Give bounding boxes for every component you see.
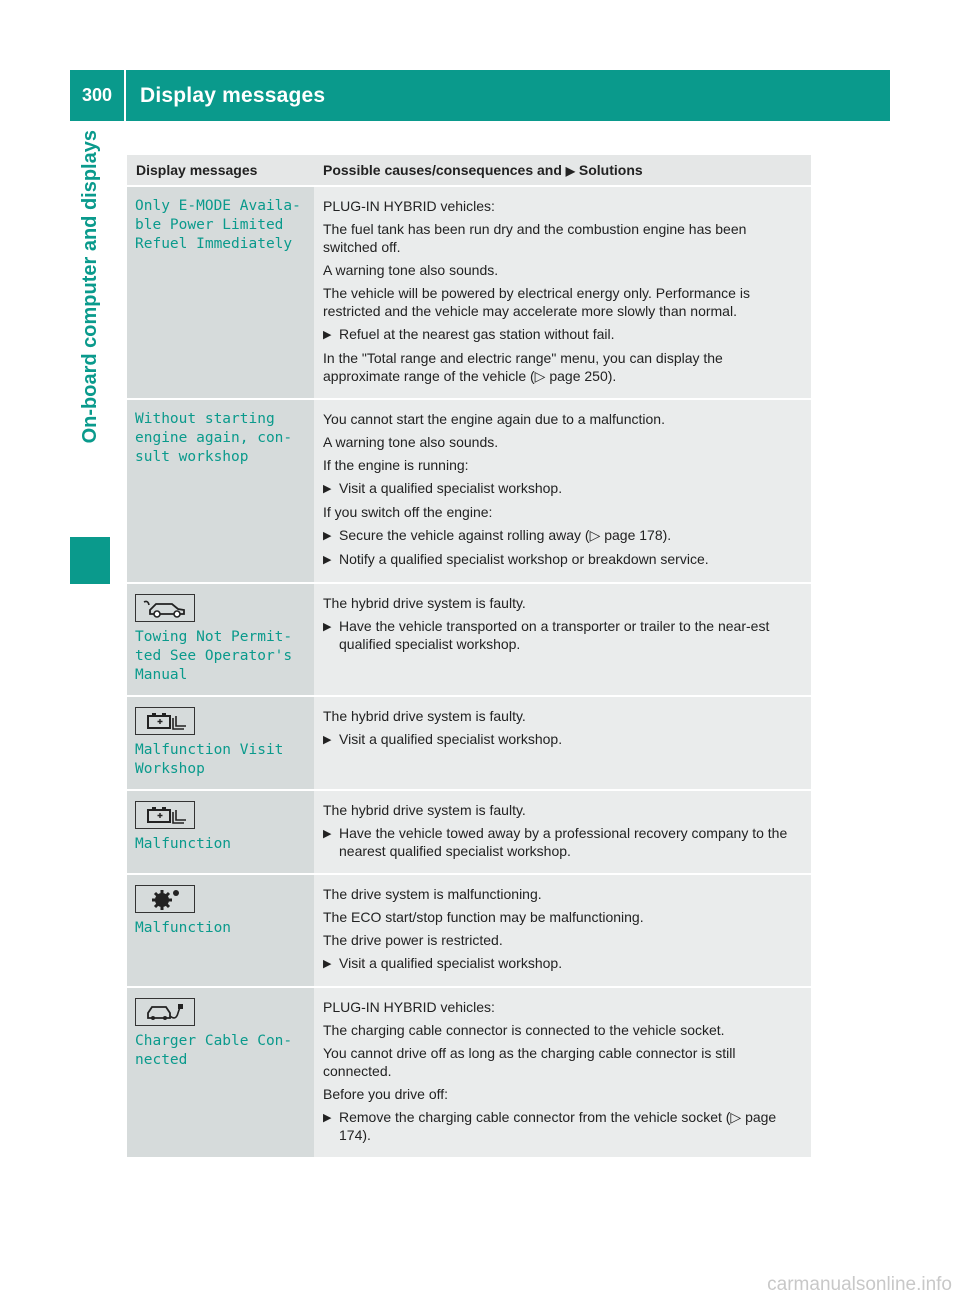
- message-cell: [127, 875, 314, 986]
- step-arrow-icon: ▶: [323, 958, 332, 970]
- arrow-icon: ▶: [565, 164, 576, 178]
- table-row: [127, 791, 811, 875]
- display-message-text: Malfunction: [135, 920, 232, 936]
- solution-step: [323, 526, 803, 545]
- cause-text: In the "Total range and electric range" menu, you can display the approximate range of the vehicle (▷ page 250).: [323, 350, 723, 384]
- cause-text: The hybrid drive system is faulty.: [323, 802, 526, 818]
- step-arrow-icon: ▶: [323, 828, 332, 840]
- solution-step: [323, 824, 803, 860]
- step-arrow-icon: ▶: [323, 554, 332, 566]
- message-cell: [127, 584, 314, 695]
- display-message-text: Without starting engine again, con‐ sult workshop: [135, 411, 293, 465]
- step-arrow-icon: ▶: [323, 483, 332, 495]
- step-arrow-icon: ▶: [323, 530, 332, 542]
- solution-step: [323, 617, 803, 653]
- message-cell: [127, 791, 314, 873]
- table-row: [127, 697, 811, 791]
- table-row: [127, 400, 811, 584]
- step-arrow-icon: ▶: [323, 329, 332, 341]
- display-message-text: Towing Not Permit‐ ted See Operator's Manual: [135, 629, 293, 683]
- hybrid-battery-icon: [135, 707, 195, 735]
- cause-text: Before you drive off:: [323, 1086, 449, 1102]
- cause-text: The drive system is malfunctioning.: [323, 886, 542, 902]
- cause-text: The hybrid drive system is faulty.: [323, 708, 526, 724]
- cause-text: The hybrid drive system is faulty.: [323, 595, 526, 611]
- column-header-messages: Display messages: [136, 162, 258, 178]
- display-message-text: Charger Cable Con‐ nected: [135, 1033, 293, 1068]
- solution-step: [323, 730, 803, 749]
- solution-cell: [314, 988, 811, 1157]
- solution-step-text: Visit a qualified specialist workshop.: [339, 731, 563, 747]
- page-header: [70, 70, 890, 121]
- solution-step-text: Remove the charging cable connector from the vehicle socket (▷ page 174).: [339, 1109, 777, 1143]
- solution-step: [323, 1108, 803, 1144]
- solution-step: [323, 325, 803, 344]
- cause-text: A warning tone also sounds.: [323, 434, 499, 450]
- solution-step: [323, 954, 803, 973]
- cause-text: A warning tone also sounds.: [323, 262, 499, 278]
- cause-text: The fuel tank has been run dry and the combustion engine has been switched off.: [323, 221, 747, 255]
- cause-text: You cannot start the engine again due to a malfunction.: [323, 411, 665, 427]
- cause-text: You cannot drive off as long as the charging cable connector is still connected.: [323, 1045, 736, 1079]
- solution-step-text: Have the vehicle transported on a transporter or trailer to the near-est qualified specialist workshop.: [339, 618, 770, 652]
- column-header-solutions-text: Solutions: [578, 162, 643, 178]
- drive-system-gear-icon: [135, 885, 195, 913]
- solution-step-text: Visit a qualified specialist workshop.: [339, 480, 563, 496]
- cause-text: PLUG-IN HYBRID vehicles:: [323, 198, 495, 214]
- solution-step: [323, 550, 803, 569]
- table-header: [127, 155, 811, 187]
- solution-step-text: Visit a qualified specialist workshop.: [339, 955, 563, 971]
- display-message-text: Only E-MODE Availa‐ ble Power Limited Refuel Immediately: [135, 198, 301, 252]
- step-arrow-icon: ▶: [323, 734, 332, 746]
- charger-cable-icon: [135, 998, 195, 1026]
- cause-text: The vehicle will be powered by electrical energy only. Performance is restricted and the vehicle may accelerate more slowly than normal.: [323, 285, 750, 319]
- solution-cell: [314, 187, 811, 398]
- table-row: [127, 584, 811, 697]
- cause-text: The charging cable connector is connected to the vehicle socket.: [323, 1022, 725, 1038]
- step-arrow-icon: ▶: [323, 621, 332, 633]
- solution-cell: [314, 584, 811, 695]
- step-arrow-icon: ▶: [323, 1112, 332, 1124]
- message-cell: [127, 187, 314, 398]
- message-cell: [127, 400, 314, 582]
- watermark: carmanualsonline.info: [767, 1274, 952, 1295]
- solution-step: [323, 479, 803, 498]
- tow-car-icon: [135, 594, 195, 622]
- display-message-text: Malfunction Visit Workshop: [135, 742, 284, 777]
- solution-step-text: Refuel at the nearest gas station without fail.: [339, 326, 615, 342]
- page-title: Display messages: [140, 83, 326, 107]
- table-body: [127, 187, 811, 1159]
- solution-cell: [314, 875, 811, 986]
- solution-step-text: Secure the vehicle against rolling away (▷ page 178).: [339, 527, 672, 543]
- message-cell: [127, 697, 314, 789]
- section-label-text: On-board computer and displays: [78, 130, 101, 444]
- display-message-text: Malfunction: [135, 836, 232, 852]
- section-marker-block: [70, 537, 110, 584]
- solution-step-text: Notify a qualified specialist workshop or breakdown service.: [339, 551, 709, 567]
- display-messages-table: [127, 155, 811, 1159]
- cause-text: The drive power is restricted.: [323, 932, 503, 948]
- table-row: [127, 187, 811, 400]
- column-header-causes-text: Possible causes/consequences and: [323, 162, 562, 178]
- solution-cell: [314, 400, 811, 582]
- message-cell: [127, 988, 314, 1157]
- cause-text: PLUG-IN HYBRID vehicles:: [323, 999, 495, 1015]
- cause-text: If the engine is running:: [323, 457, 469, 473]
- column-header-causes: [314, 155, 811, 185]
- table-row: [127, 875, 811, 988]
- cause-text: If you switch off the engine:: [323, 504, 493, 520]
- cause-text: The ECO start/stop function may be malfunctioning.: [323, 909, 644, 925]
- section-side-label: [70, 130, 110, 530]
- solution-step-text: Have the vehicle towed away by a professional recovery company to the nearest qualified specialist workshop.: [339, 825, 788, 859]
- solution-cell: [314, 697, 811, 789]
- page-number: 300: [70, 70, 126, 121]
- table-row: [127, 988, 811, 1159]
- solution-cell: [314, 791, 811, 873]
- hybrid-battery-icon: [135, 801, 195, 829]
